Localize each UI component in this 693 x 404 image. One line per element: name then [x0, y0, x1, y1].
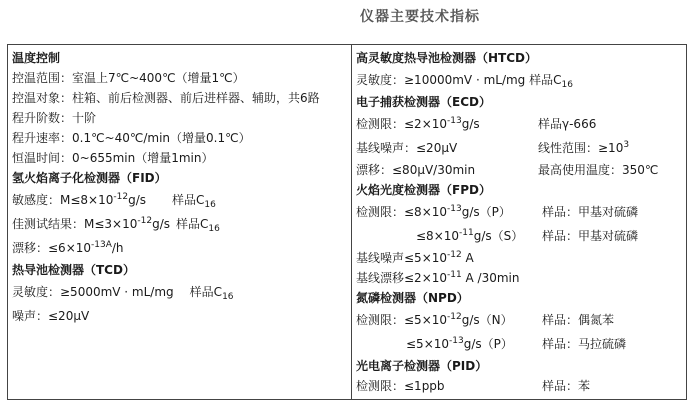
fpd-limit-s-exp: -11: [459, 228, 474, 238]
tcd-noise: 噪声：≤20μV: [12, 309, 90, 323]
fpd-limit-s-value: ≤8×10: [416, 229, 460, 243]
fpd-limit-s-sample: 样品：甲基对硫磷: [542, 229, 639, 243]
left-column: [8, 45, 352, 400]
tcd-sensitivity-sample: 样品C: [189, 285, 223, 299]
ecd-limit-sample: 样品γ-666: [538, 117, 597, 131]
fpd-limit-p-exp: -13: [447, 204, 462, 214]
fpd-noise-unit: A: [461, 251, 474, 265]
ecd-limit: [356, 112, 682, 136]
ecd-max-temp: 最高使用温度：350℃: [538, 163, 659, 177]
npd-limit-p-value: ≤5×10: [406, 337, 450, 351]
pid-limit-row: [356, 376, 682, 396]
fpd-noise: [356, 248, 682, 268]
htcd-sensitivity-value: 灵敏度：≥10000mV · mL/mg 样品C: [356, 73, 562, 87]
ecd-noise: 基线噪声：≤20μV: [356, 141, 458, 155]
npd-limit-n-exp: -12: [447, 312, 462, 322]
fid-sensitivity-sample: 样品C: [172, 193, 205, 207]
fid-best-result-unit: g/s: [152, 217, 170, 231]
ecd-linear-exp: 3: [623, 140, 630, 150]
temp-range: 控温范围：室温上7℃~400℃（增量1℃）: [12, 71, 245, 85]
tcd-sensitivity-sample-sub: 16: [222, 292, 234, 302]
npd-limit-p-exp: -13: [449, 336, 464, 346]
fpd-drift-value: 基线漂移≤2×10: [356, 271, 448, 285]
fpd-limit-p-sample: 样品：甲基对硫磷: [542, 205, 639, 219]
spec-table: [7, 44, 687, 400]
ecd-drift: 漂移：≤80μV/30min: [356, 163, 476, 177]
page-title: 仪器主要技术指标: [360, 9, 480, 25]
ecd-limit-unit: g/s: [461, 117, 480, 131]
fid-drift-value: 漂移：≤6×10: [12, 241, 92, 255]
npd-limit-n-value: 检测限：≤5×10: [356, 313, 448, 327]
npd-limit-n-unit: g/s（N）: [461, 313, 513, 327]
npd-limit-p-sample: 样品：马拉硫磷: [542, 337, 627, 351]
fid-sensitivity-value: 敏感度：M≤8×10: [12, 193, 114, 207]
ecd-drift-row: [356, 160, 682, 180]
fpd-drift-exp: -11: [447, 270, 462, 280]
right-column: [352, 45, 687, 400]
pid-sample: 样品：苯: [542, 379, 591, 393]
npd-heading: 氮磷检测器（NPD）: [356, 291, 469, 305]
htcd-sensitivity: [356, 68, 682, 92]
fpd-noise-exp: -12: [447, 250, 462, 260]
temp-objects: 控温对象：柱箱、前后检测器、前后进样器、辅助，共6路: [12, 91, 320, 105]
fid-sensitivity-sample-sub: 16: [204, 200, 216, 210]
fpd-noise-value: 基线噪声≤5×10: [356, 251, 448, 265]
fid-best-result: [12, 212, 347, 236]
temp-control-heading: 温度控制: [12, 51, 61, 65]
tcd-sensitivity-value: 灵敏度：≥5000mV · mL/mg: [12, 285, 174, 299]
fpd-limit-s-unit: g/s（S）: [473, 229, 524, 243]
ecd-limit-exp: -13: [447, 116, 462, 126]
pid-limit: 检测限：≤1ppb: [356, 379, 445, 393]
ecd-noise-row: [356, 136, 682, 160]
program-rate: 程升速率：0.1℃~40℃/min（增量0.1℃）: [12, 131, 251, 145]
fid-best-result-sample-sub: 16: [208, 224, 220, 234]
fid-sensitivity-unit: g/s: [128, 193, 146, 207]
fid-drift: [12, 236, 347, 260]
npd-limit-p: [356, 332, 682, 356]
fpd-limit-s: [356, 224, 682, 248]
fpd-heading: 火焰光度检测器（FPD）: [356, 183, 491, 197]
htcd-sensitivity-sub: 16: [561, 80, 573, 90]
npd-limit-n: [356, 308, 682, 332]
ecd-heading: 电子捕获检测器（ECD）: [356, 95, 491, 109]
program-steps: 程升阶数：十阶: [12, 111, 97, 125]
fid-heading: 氢火焰离子化检测器（FID）: [12, 171, 167, 185]
tcd-sensitivity: [12, 280, 347, 304]
fid-sensitivity: [12, 188, 347, 212]
fpd-drift-unit: A /30min: [461, 271, 520, 285]
fpd-limit-p: [356, 200, 682, 224]
fid-drift-exp: -13A: [91, 240, 112, 250]
fid-drift-unit: /h: [111, 241, 124, 255]
fpd-limit-p-value: 检测限：≤8×10: [356, 205, 448, 219]
ecd-limit-value: 检测限：≤2×10: [356, 117, 448, 131]
fid-best-result-value: 佳测试结果：M≤3×10: [12, 217, 138, 231]
fpd-limit-p-unit: g/s（P）: [461, 205, 511, 219]
fid-best-result-sample: 样品C: [176, 217, 209, 231]
htcd-heading: 高灵敏度热导池检测器（HTCD）: [356, 51, 537, 65]
ecd-linear: 线性范围：≥10: [538, 141, 624, 155]
fid-sensitivity-exp: -12: [113, 192, 129, 202]
tcd-heading: 热导池检测器（TCD）: [12, 263, 135, 277]
pid-heading: 光电离子检测器（PID）: [356, 359, 488, 373]
fid-best-result-exp: -12: [137, 216, 153, 226]
hold-time: 恒温时间：0~655min（增量1min）: [12, 151, 214, 165]
npd-limit-n-sample: 样品：偶氮苯: [542, 313, 615, 327]
npd-limit-p-unit: g/s（P）: [463, 337, 513, 351]
fpd-drift: [356, 268, 682, 288]
